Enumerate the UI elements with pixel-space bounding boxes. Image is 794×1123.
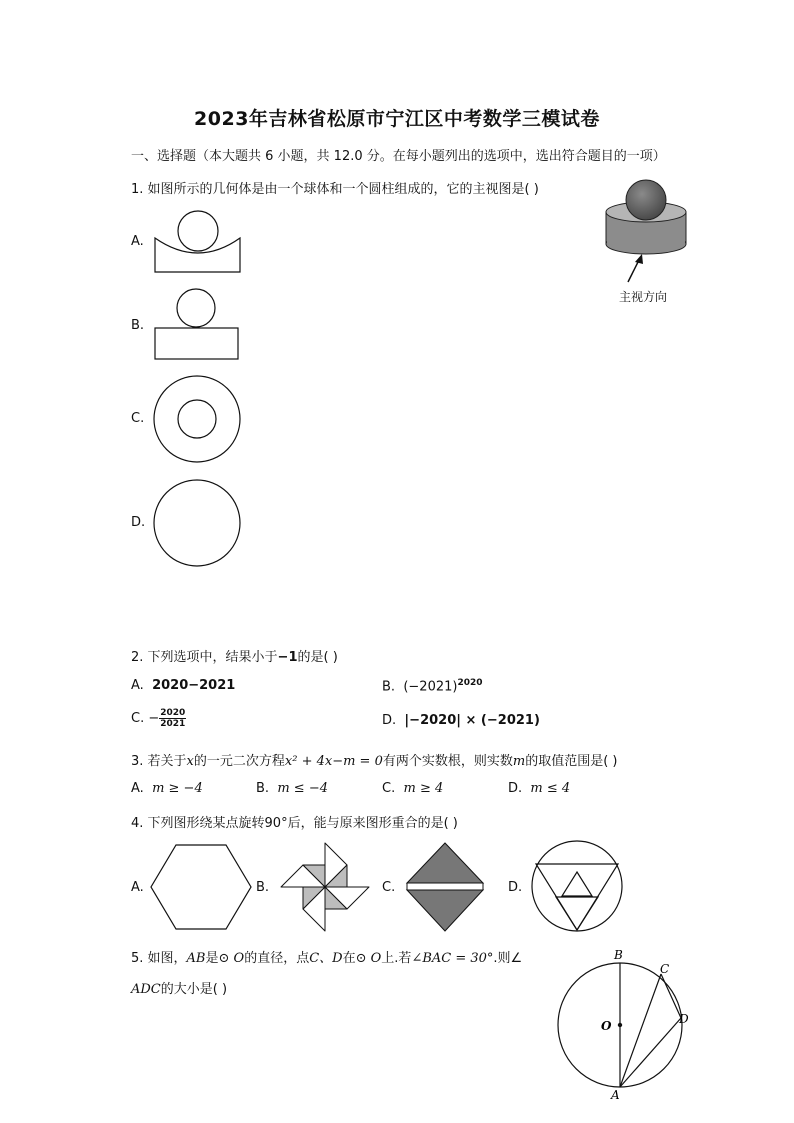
q2-option-d-label: D. <box>382 713 397 728</box>
q2-option-c-fraction <box>159 708 186 729</box>
q5-point-b-label: B <box>614 948 623 962</box>
q2-option-b-label: B. <box>382 679 396 695</box>
q2-option-c-num: 2020 <box>160 708 186 718</box>
q2-stem-prefix: 2. 下列选项中，结果小于 <box>131 650 278 665</box>
view-direction-label: 主视方向 <box>619 290 668 304</box>
q3-equation: x² + 4x−m = 0 <box>284 754 383 769</box>
q3-option-d-label: D. <box>508 781 523 796</box>
q2-option-b-base: (−2021) <box>403 679 458 695</box>
q5-circle-o: ⊙ O <box>218 951 245 966</box>
q3-stem-mid2: 有两个实数根，则实数 <box>382 754 513 769</box>
q5-stem-suffix: 的大小是( ) <box>160 982 228 997</box>
q5-stem-b: 的直径，点 <box>244 951 310 966</box>
q5-point-d-label: D <box>679 1012 689 1026</box>
q3-var-m: m <box>512 754 526 769</box>
q5-angle-bac: ∠BAC = 30° <box>411 951 494 966</box>
question-1-stem: 1. 如图所示的几何体是由一个球体和一个圆柱组成的，它的主视图是( ) <box>131 182 539 197</box>
q2-option-a[interactable] <box>131 678 235 693</box>
q5-stem-prefix: 5. 如图， <box>131 951 187 966</box>
q4-option-c-split-rhombus[interactable] <box>404 840 486 934</box>
q3-option-b-label: B. <box>256 781 270 796</box>
q4-option-d-circle-triangles[interactable] <box>530 838 624 934</box>
q5-circle-figure <box>550 944 700 1104</box>
q2-option-d[interactable] <box>382 713 540 728</box>
q2-option-b[interactable] <box>382 678 483 694</box>
q1-option-d-figure[interactable] <box>152 478 244 570</box>
question-5-stem-line2 <box>131 978 227 997</box>
question-2-stem <box>131 646 338 665</box>
page-title: 2023年吉林省松原市宁江区中考数学三模试卷 <box>194 108 600 130</box>
q1-option-c-figure[interactable] <box>152 374 244 466</box>
q2-option-a-label: A. <box>131 678 144 693</box>
q3-option-a[interactable] <box>131 781 203 796</box>
q1-option-a-figure[interactable] <box>152 208 244 276</box>
q2-option-c-sign: − <box>148 711 160 726</box>
q1-option-a-label[interactable]: A. <box>131 234 144 249</box>
q5-points-cd: C、D <box>309 951 343 966</box>
q1-option-b-figure[interactable] <box>152 286 244 362</box>
q2-option-c[interactable] <box>131 708 186 729</box>
q3-stem-mid1: 的一元二次方程 <box>193 754 285 769</box>
question-3-stem <box>131 750 617 769</box>
q2-stem-suffix: 的是( ) <box>297 650 338 665</box>
q3-var-x: x <box>186 754 194 769</box>
q5-stem-a: 是 <box>205 951 219 966</box>
q5-seg-ab: AB <box>186 951 206 966</box>
q3-option-b[interactable] <box>256 781 328 796</box>
q4-option-b-pinwheel[interactable] <box>278 840 372 934</box>
q3-option-b-value: m ≤ −4 <box>277 781 328 796</box>
q2-option-d-value: |−2020| × (−2021) <box>404 713 540 728</box>
q4-option-d-label[interactable]: D. <box>508 880 523 895</box>
q5-point-c-label: C <box>660 962 670 976</box>
q1-option-b-label[interactable]: B. <box>131 318 145 333</box>
q1-option-d-label[interactable]: D. <box>131 515 146 530</box>
q1-solid-figure <box>600 176 695 306</box>
q3-option-a-value: m ≥ −4 <box>152 781 203 796</box>
q5-point-a-label: A <box>611 1088 620 1102</box>
q3-option-c[interactable] <box>382 781 443 796</box>
q4-option-a-label[interactable]: A. <box>131 880 144 895</box>
q5-stem-d: 上.若 <box>381 951 412 966</box>
q5-stem-e: .则∠ <box>493 951 523 966</box>
q2-option-a-value: 2020−2021 <box>152 678 236 693</box>
q4-option-b-label[interactable]: B. <box>256 880 270 895</box>
q5-point-o-label: O <box>601 1019 612 1033</box>
section-heading: 一、选择题（本大题共 6 小题，共 12.0 分。在每小题列出的选项中，选出符合题目的一项） <box>131 149 666 164</box>
q4-option-c-label[interactable]: C. <box>382 880 396 895</box>
q4-option-a-hexagon[interactable] <box>150 842 254 932</box>
q3-option-c-label: C. <box>382 781 396 796</box>
q2-stem-value: −1 <box>277 650 298 665</box>
q3-stem-suffix: 的取值范围是( ) <box>525 754 618 769</box>
q3-option-a-label: A. <box>131 781 144 796</box>
q3-option-c-value: m ≥ 4 <box>403 781 444 796</box>
q3-option-d[interactable] <box>508 781 570 796</box>
q2-option-c-den: 2021 <box>160 719 186 729</box>
question-5-stem-line1 <box>131 947 522 966</box>
q5-circle-o2: ⊙ O <box>355 951 382 966</box>
q3-option-d-value: m ≤ 4 <box>530 781 571 796</box>
q3-stem-prefix: 3. 若关于 <box>131 754 187 769</box>
q2-option-b-exp: 2020 <box>457 678 483 688</box>
q1-option-c-label[interactable]: C. <box>131 411 145 426</box>
q5-angle-adc: ADC <box>131 982 161 997</box>
q2-option-c-label: C. <box>131 711 145 726</box>
question-4-stem: 4. 下列图形绕某点旋转90°后，能与原来图形重合的是( ) <box>131 816 458 831</box>
q5-stem-c: 在 <box>342 951 356 966</box>
